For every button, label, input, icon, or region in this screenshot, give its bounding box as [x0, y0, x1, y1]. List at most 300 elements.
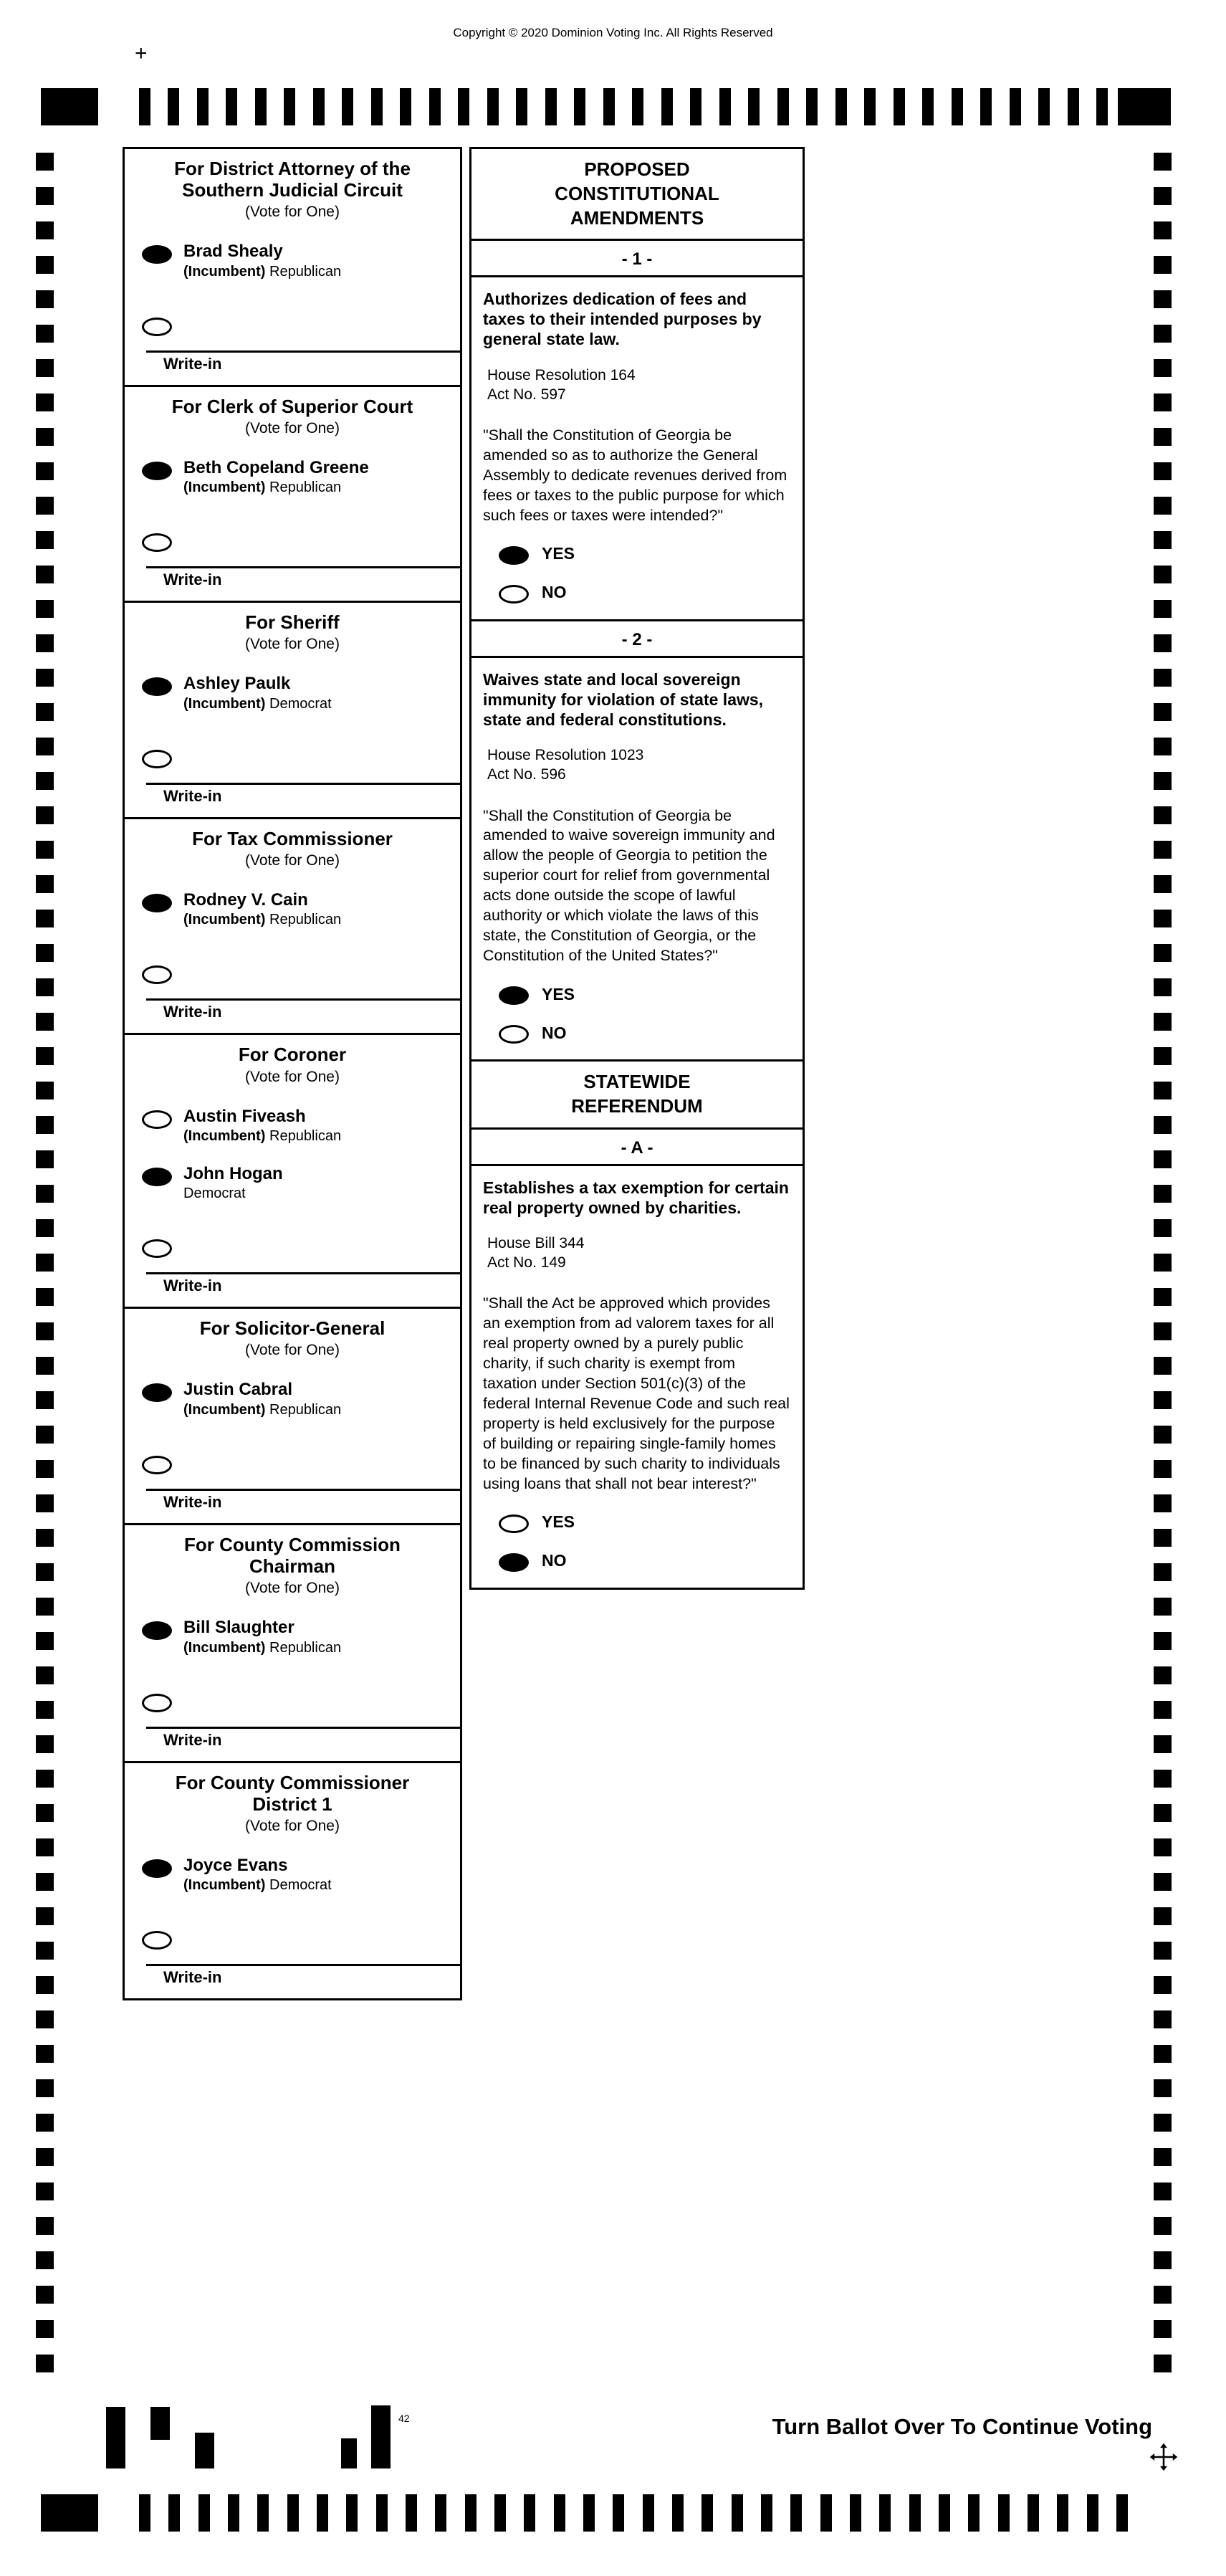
write-in-oval[interactable]: [142, 1694, 172, 1712]
write-in-label: Write-in: [163, 1003, 222, 1021]
measure-question: "Shall the Act be approved which provides an exemption from ad valorem taxes for all real property owned by a purely public charity, if such charity is exempt from taxation under Section 501(c)(3) of the federal Internal Revenue Code and such real property is held exclusively for the purpose of building or repairing single-family homes to be financed by such charity to individuals using loans that shall not bear interest?": [483, 1294, 790, 1492]
vote-for-instruction: (Vote for One): [245, 1068, 340, 1085]
timing-mark: [690, 88, 701, 125]
timing-mark: [1154, 256, 1172, 274]
timing-mark: [1154, 1735, 1172, 1753]
timing-mark: [1154, 290, 1172, 308]
party-label: Republican: [269, 912, 342, 928]
amendments-header: [471, 149, 803, 241]
write-in-row: [142, 530, 460, 552]
timing-mark: [371, 88, 383, 125]
timing-mark: [806, 88, 818, 125]
contests-column: [123, 147, 462, 2000]
candidate-text: [183, 1165, 283, 1202]
timing-mark: [1154, 221, 1172, 239]
timing-mark: [1154, 2183, 1172, 2200]
no-choice: [499, 582, 791, 604]
no-label: NO: [542, 1551, 567, 1570]
write-in-oval[interactable]: [142, 750, 172, 768]
candidate-row: [142, 891, 460, 928]
race-title: For Coroner: [238, 1044, 347, 1066]
write-in-row: [142, 1928, 460, 1950]
timing-mark: [574, 88, 585, 125]
ballot-code-mark: [371, 2405, 391, 2468]
timing-mark: [1038, 88, 1050, 125]
timing-mark: [228, 2494, 239, 2532]
timing-mark: [1154, 359, 1172, 377]
race-title: For County Commissioner District 1: [175, 1771, 410, 1815]
vote-for-instruction: (Vote for One): [245, 1817, 340, 1834]
timing-mark: [1154, 2320, 1172, 2338]
ballot-code-mark: [195, 2433, 214, 2468]
party-label: Democrat: [269, 695, 332, 712]
timing-block-bottom-left: [41, 2494, 98, 2532]
candidate-detail: [183, 1128, 341, 1145]
timing-mark: [255, 88, 267, 125]
candidate-oval[interactable]: [142, 1859, 172, 1878]
timing-mark: [36, 1082, 54, 1099]
timing-mark: [317, 2494, 328, 2532]
timing-mark: [1154, 531, 1172, 549]
timing-mark: [36, 256, 54, 274]
candidate-oval[interactable]: [142, 677, 172, 696]
timing-mark: [1154, 1150, 1172, 1168]
party-label: Democrat: [269, 1877, 332, 1894]
timing-mark: [1154, 1942, 1172, 1960]
measure-body: [471, 277, 803, 619]
race-section: [123, 1523, 462, 1763]
write-in-line[interactable]: [146, 566, 460, 589]
party-label: Republican: [269, 1639, 342, 1656]
write-in-line[interactable]: [146, 783, 460, 806]
timing-mark: [1154, 1976, 1172, 1994]
timing-mark: [36, 1907, 54, 1925]
timing-mark: [36, 2148, 54, 2166]
sheet-code-number: 42: [398, 2413, 410, 2424]
write-in-label: Write-in: [163, 571, 222, 589]
timing-mark: [494, 2494, 506, 2532]
timing-mark: [1154, 1838, 1172, 1856]
race-header: [125, 149, 460, 222]
timing-mark: [36, 1701, 54, 1719]
timing-mark: [36, 1735, 54, 1753]
no-oval[interactable]: [499, 1553, 529, 1572]
timing-mark: [643, 2494, 654, 2532]
timing-mark: [36, 1563, 54, 1581]
timing-mark: [1154, 187, 1172, 205]
race-header: [125, 603, 460, 654]
write-in-line[interactable]: [146, 1489, 460, 1512]
timing-mark: [36, 772, 54, 790]
yes-oval[interactable]: [499, 986, 529, 1005]
candidate-oval[interactable]: [142, 1383, 172, 1402]
timing-mark: [36, 1322, 54, 1340]
write-in-oval[interactable]: [142, 1239, 172, 1258]
timing-mark: [1154, 1460, 1172, 1478]
candidate-text: [183, 459, 369, 496]
yes-label: YES: [542, 544, 575, 563]
timing-mark: [36, 1254, 54, 1272]
timing-mark: [36, 566, 54, 583]
write-in-line[interactable]: [146, 1964, 460, 1987]
referendum-section: [471, 1130, 803, 1588]
timing-mark: [287, 2494, 299, 2532]
amendments-header-text: PROPOSED CONSTITUTIONAL AMENDMENTS: [555, 158, 719, 229]
yes-label: YES: [542, 1512, 575, 1532]
timing-mark: [197, 88, 209, 125]
race-header: [125, 387, 460, 439]
amendments-list: [471, 241, 803, 1059]
candidate-text: [183, 1380, 341, 1418]
timing-mark: [1154, 1804, 1172, 1822]
timing-mark: [1154, 1598, 1172, 1616]
yes-oval[interactable]: [499, 1514, 529, 1533]
vote-for-instruction: (Vote for One): [245, 851, 340, 869]
reference-line: Act No. 597: [487, 386, 566, 403]
timing-mark: [1154, 1701, 1172, 1719]
timing-mark: [1010, 88, 1021, 125]
candidate-name: Brad Shealy: [183, 242, 283, 262]
referendum-header: [471, 1059, 803, 1130]
write-in-row: [142, 747, 460, 768]
measure-summary: Authorizes dedication of fees and taxes to their intended purposes by general state law.: [483, 290, 762, 349]
measure-reference: [487, 366, 791, 405]
candidate-name: John Hogan: [183, 1163, 283, 1183]
timing-mark: [748, 88, 760, 125]
timing-mark: [1154, 1288, 1172, 1306]
measure-reference: [487, 1234, 791, 1273]
timing-mark: [36, 2114, 54, 2132]
timing-mark: [1154, 2217, 1172, 2235]
candidate-text: [183, 674, 332, 712]
timing-mark: [284, 88, 295, 125]
ballot-code-mark: [106, 2407, 125, 2468]
measure-summary: Establishes a tax exemption for certain real property owned by charities.: [483, 1178, 789, 1217]
timing-mark: [458, 88, 469, 125]
timing-mark: [36, 1116, 54, 1134]
timing-mark: [909, 2494, 921, 2532]
timing-mark: [850, 2494, 861, 2532]
timing-mark: [139, 88, 150, 125]
reference-line: House Bill 344: [487, 1234, 585, 1251]
timing-mark: [554, 2494, 565, 2532]
timing-mark: [36, 290, 54, 308]
timing-mark: [36, 1942, 54, 1960]
timing-mark: [376, 2494, 388, 2532]
race-section: [123, 1761, 462, 2001]
timing-mark: [1154, 2286, 1172, 2304]
timing-mark: [168, 88, 179, 125]
timing-mark: [1154, 806, 1172, 824]
timing-mark: [968, 2494, 980, 2532]
candidate-name: Rodney V. Cain: [183, 889, 308, 910]
timing-mark: [613, 2494, 624, 2532]
candidate-detail: [183, 1186, 283, 1202]
timing-mark: [1154, 1873, 1172, 1891]
timing-mark: [36, 1838, 54, 1856]
candidate-name: Austin Fiveash: [183, 1106, 306, 1126]
timing-mark: [36, 1632, 54, 1650]
timing-mark: [1154, 1322, 1172, 1340]
timing-mark: [545, 88, 557, 125]
candidate-text: [183, 242, 341, 280]
candidate-row: [142, 242, 460, 280]
timing-mark: [1154, 600, 1172, 618]
vote-for-instruction: (Vote for One): [245, 419, 340, 437]
timing-mark: [835, 88, 847, 125]
timing-mark: [701, 2494, 713, 2532]
timing-mark: [1154, 1770, 1172, 1788]
measure-number: - A -: [471, 1130, 803, 1166]
timing-mark: [1087, 2494, 1098, 2532]
timing-mark: [922, 88, 934, 125]
timing-mark: [1154, 944, 1172, 962]
timing-mark: [36, 1185, 54, 1203]
measure-summary: Waives state and local sovereign immunity for violation of state laws, state and federal constitutions.: [483, 669, 764, 729]
timing-mark: [36, 2183, 54, 2200]
race-section: [123, 1307, 462, 1525]
no-label: NO: [542, 583, 567, 602]
timing-mark: [1154, 738, 1172, 755]
write-in-oval[interactable]: [142, 1931, 172, 1950]
timing-mark: [1154, 1047, 1172, 1065]
timing-mark: [516, 88, 527, 125]
write-in-row: [142, 963, 460, 984]
timing-mark: [346, 2494, 358, 2532]
timing-mark: [1154, 2079, 1172, 2097]
candidate-name: Bill Slaughter: [183, 1618, 294, 1638]
timing-mark: [36, 806, 54, 824]
race-section: [123, 1033, 462, 1309]
write-in-line[interactable]: [146, 350, 460, 373]
timing-mark: [168, 2494, 180, 2532]
race-title: For Tax Commissioner: [192, 827, 393, 849]
timing-mark: [672, 2494, 684, 2532]
no-oval[interactable]: [499, 1025, 529, 1044]
timing-mark: [36, 1770, 54, 1788]
race-header: [125, 1035, 460, 1087]
timing-mark: [864, 88, 876, 125]
timing-mark: [583, 2494, 595, 2532]
registration-plus-mark: +: [135, 42, 148, 65]
candidate-row: [142, 1165, 460, 1202]
timing-mark: [36, 393, 54, 411]
vote-for-instruction: (Vote for One): [245, 1342, 340, 1359]
race-header: [125, 819, 460, 871]
timing-mark: [1154, 325, 1172, 343]
timing-mark: [1154, 2148, 1172, 2166]
candidate-text: [183, 1107, 341, 1145]
timing-mark: [36, 2010, 54, 2028]
race-section: [123, 817, 462, 1036]
ballot-code-mark: [150, 2407, 170, 2440]
party-label: Republican: [269, 1127, 342, 1144]
write-in-line[interactable]: [146, 998, 460, 1021]
race-header: [125, 1309, 460, 1360]
timing-mark: [603, 88, 615, 125]
timing-mark: [1154, 2251, 1172, 2269]
race-header: [125, 1763, 460, 1836]
incumbent-label: (Incumbent): [183, 695, 266, 712]
timing-mark: [952, 88, 963, 125]
timing-mark: [36, 2251, 54, 2269]
reference-line: House Resolution 164: [487, 366, 636, 383]
timing-mark: [1154, 841, 1172, 859]
incumbent-label: (Incumbent): [183, 912, 266, 928]
timing-mark: [661, 88, 673, 125]
timing-mark: [1154, 1357, 1172, 1375]
measure-reference: [487, 745, 791, 785]
write-in-label: Write-in: [163, 354, 222, 373]
write-in-row: [142, 1236, 460, 1258]
timing-mark: [36, 153, 54, 171]
timing-mark: [36, 1150, 54, 1168]
candidate-row: [142, 674, 460, 712]
timing-mark: [429, 88, 441, 125]
timing-mark: [980, 88, 992, 125]
timing-mark: [139, 2494, 150, 2532]
write-in-line[interactable]: [146, 1272, 460, 1295]
timing-mark: [36, 910, 54, 927]
timing-mark: [879, 2494, 891, 2532]
race-section: [123, 385, 462, 604]
timing-block-top-right: [1118, 88, 1171, 125]
write-in-row: [142, 1453, 460, 1474]
timing-mark: [36, 1804, 54, 1822]
timing-mark: [36, 1976, 54, 1994]
timing-mark: [36, 841, 54, 859]
timing-column-left: [36, 153, 54, 2372]
write-in-label: Write-in: [163, 1968, 222, 1987]
candidate-oval[interactable]: [142, 1110, 172, 1129]
alignment-cross-icon: [1148, 2441, 1179, 2473]
timing-mark: [36, 2045, 54, 2063]
timing-mark: [36, 875, 54, 893]
timing-mark: [435, 2494, 446, 2532]
incumbent-label: (Incumbent): [183, 263, 266, 280]
timing-mark: [400, 88, 411, 125]
timing-mark: [1154, 978, 1172, 996]
timing-mark: [342, 88, 353, 125]
candidate-detail: [183, 1402, 341, 1418]
timing-mark: [36, 221, 54, 239]
no-oval[interactable]: [499, 585, 529, 604]
timing-mark: [1154, 634, 1172, 652]
measure-number: - 1 -: [471, 241, 803, 277]
timing-mark: [36, 2355, 54, 2372]
timing-mark: [1154, 772, 1172, 790]
timing-mark: [36, 1598, 54, 1616]
measure-body: [471, 658, 803, 1059]
timing-mark: [36, 1529, 54, 1547]
timing-mark: [1154, 1254, 1172, 1272]
candidate-detail: [183, 1877, 332, 1894]
timing-mark: [1154, 1426, 1172, 1444]
write-in-oval[interactable]: [142, 1456, 172, 1474]
timing-mark: [36, 497, 54, 515]
reference-line: Act No. 149: [487, 1254, 566, 1272]
write-in-line[interactable]: [146, 1727, 460, 1750]
candidate-detail: [183, 480, 369, 496]
vote-for-instruction: (Vote for One): [245, 1580, 340, 1597]
candidate-name: Joyce Evans: [183, 1855, 288, 1875]
candidate-oval[interactable]: [142, 245, 172, 264]
timing-mark: [524, 2494, 535, 2532]
timing-mark: [36, 1047, 54, 1065]
yes-choice: [499, 1512, 791, 1533]
timing-mark: [36, 1357, 54, 1375]
candidate-oval[interactable]: [142, 894, 172, 912]
candidate-oval[interactable]: [142, 1621, 172, 1640]
questions-column: [469, 147, 805, 1590]
timing-mark: [1154, 1116, 1172, 1134]
candidate-name: Ashley Paulk: [183, 674, 291, 694]
candidate-text: [183, 1618, 341, 1656]
timing-column-right: [1154, 153, 1172, 2372]
vote-for-instruction: (Vote for One): [245, 204, 340, 221]
timing-mark: [36, 1666, 54, 1684]
timing-mark: [998, 2494, 1010, 2532]
timing-mark: [1154, 910, 1172, 927]
write-in-oval[interactable]: [142, 318, 172, 336]
write-in-row: [142, 1691, 460, 1712]
timing-mark: [36, 2320, 54, 2338]
timing-mark: [1154, 2010, 1172, 2028]
timing-mark: [1154, 1391, 1172, 1409]
timing-mark: [939, 2494, 950, 2532]
candidate-detail: [183, 696, 332, 712]
timing-mark: [1154, 1666, 1172, 1684]
amendment-section: [471, 241, 803, 619]
party-label: Republican: [269, 1401, 342, 1418]
timing-mark: [36, 1391, 54, 1409]
timing-mark: [1116, 2494, 1128, 2532]
race-title: For County Commission Chairman: [184, 1533, 401, 1577]
yes-oval[interactable]: [499, 546, 529, 565]
race-section: [123, 147, 462, 387]
timing-mark: [1154, 1082, 1172, 1099]
timing-mark: [732, 2494, 743, 2532]
timing-mark: [36, 944, 54, 962]
yes-choice: [499, 543, 791, 565]
measure-number: - 2 -: [471, 621, 803, 658]
incumbent-label: (Incumbent): [183, 480, 266, 496]
candidate-oval[interactable]: [142, 1168, 172, 1186]
write-in-label: Write-in: [163, 1492, 222, 1511]
candidate-name: Beth Copeland Greene: [183, 457, 369, 477]
party-label: Republican: [269, 263, 342, 280]
write-in-oval[interactable]: [142, 533, 172, 552]
timing-mark: [36, 978, 54, 996]
candidate-name: Justin Cabral: [183, 1380, 293, 1400]
candidate-row: [142, 1107, 460, 1145]
yes-choice: [499, 983, 791, 1005]
timing-mark: [777, 88, 789, 125]
timing-mark: [1154, 153, 1172, 171]
candidate-oval[interactable]: [142, 462, 172, 480]
timing-mark: [257, 2494, 269, 2532]
timing-mark: [894, 88, 905, 125]
timing-mark: [1154, 393, 1172, 411]
timing-mark: [1154, 2355, 1172, 2372]
timing-mark: [36, 1013, 54, 1031]
timing-mark: [198, 2494, 210, 2532]
write-in-oval[interactable]: [142, 965, 172, 984]
candidate-detail: [183, 1640, 341, 1656]
timing-mark: [790, 2494, 802, 2532]
timing-mark: [36, 669, 54, 687]
footer-instruction: Turn Ballot Over To Continue Voting: [772, 2414, 1152, 2439]
